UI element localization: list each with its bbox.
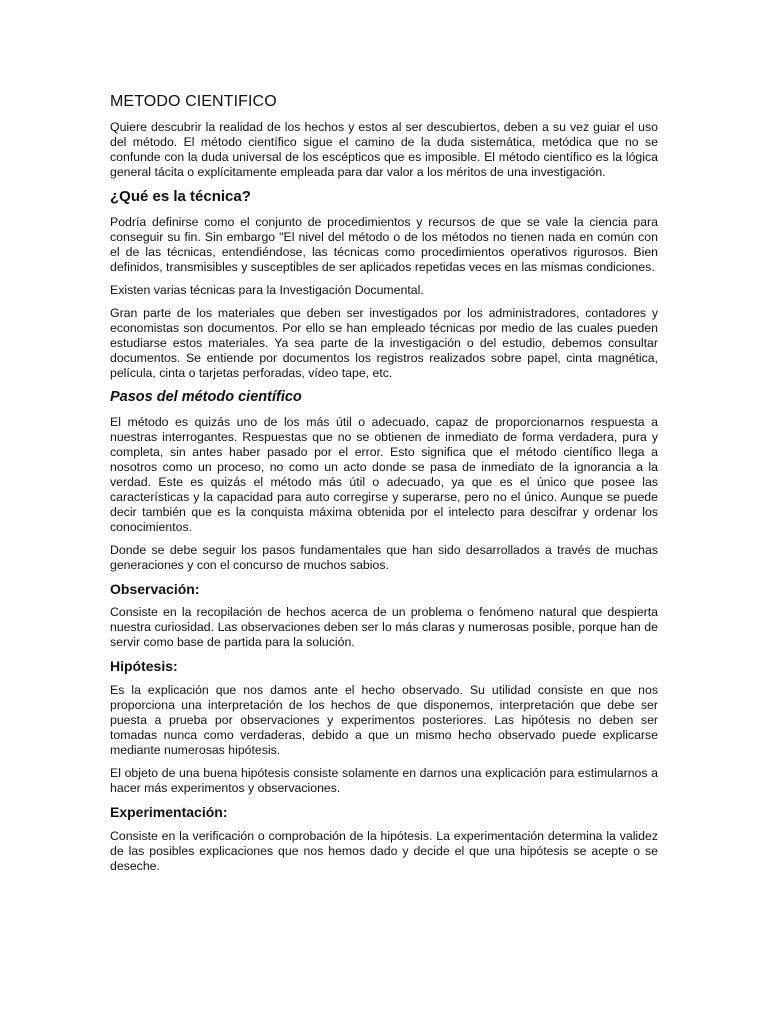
tecnica-paragraph-1: Podría definirse como el conjunto de procedimientos y recursos de que se vale la ciencia para conseguir su fin. Sin embargo "El nivel del método o de los métodos no tienen nada en común con el de las técnicas, entendiéndose, las técnicas como procedimientos operativos rigurosos. Bien definidos, transmisibles y susceptibles de ser aplicados repetidas veces en las mismas condiciones. bbox=[110, 215, 658, 275]
observacion-paragraph: Consiste en la recopilación de hechos acerca de un problema o fenómeno natural que despierta nuestra curiosidad. Las observaciones deben ser lo más claras y numerosas posible, porque han de servir como base de partida para la solución. bbox=[110, 605, 658, 650]
hipotesis-paragraph-1: Es la explicación que nos damos ante el hecho observado. Su utilidad consiste en que nos proporciona una interpretación de los hechos de que disponemos, interpretación que debe ser puesta a prueba por observaciones y experimentos posteriores. Las hipótesis no deben ser tomadas nunca como verdaderas, debido a que un mismo hecho observado puede explicarse mediante numerosas hipótesis. bbox=[110, 683, 658, 758]
tecnica-paragraph-2: Existen varias técnicas para la Investigación Documental. bbox=[110, 283, 424, 298]
tecnica-paragraph-3: Gran parte de los materiales que deben ser investigados por los administradores, contadores y economistas son documentos. Por ello se han empleado técnicas por medio de las cuales pueden estudiarse estos materiales. Ya sea parte de la investigación o del estudio, debemos consultar documentos. Se entiende por documentos los registros realizados sobre papel, cinta magnética, película, cinta o tarjetas perforadas, vídeo tape, etc. bbox=[110, 306, 658, 381]
page-title: METODO CIENTIFICO bbox=[110, 93, 277, 110]
hipotesis-heading: Hipótesis: bbox=[110, 658, 178, 675]
intro-paragraph: Quiere descubrir la realidad de los hechos y estos al ser descubiertos, deben a su vez guiar el uso del método. El método científico sigue el camino de la duda sistemática, metódica que no se confunde con la duda universal de los escépticos que es imposible. El método científico es la lógica general tácita o explícitamente empleada para dar valor a los méritos de una investigación. bbox=[110, 120, 658, 180]
document-page bbox=[110, 92, 658, 882]
tecnica-heading: ¿Qué es la técnica? bbox=[110, 188, 251, 206]
experimentacion-heading: Experimentación: bbox=[110, 804, 228, 821]
pasos-paragraph-2: Donde se debe seguir los pasos fundamentales que han sido desarrollados a través de muchas generaciones y con el concurso de muchos sabios. bbox=[110, 542, 658, 572]
pasos-paragraph-1: El método es quizás uno de los más útil o adecuado, capaz de proporcionarnos respuesta a nuestras interrogantes. Respuestas que no se obtienen de inmediato de forma verdadera, pura y completa, sin antes haber pasado por el error. Esto significa que el método científico llega a nosotros como un proceso, no como un acto donde se pasa de inmediato de la ignorancia a la verdad. Este es quizás el método más útil o adecuado, ya que es el único que posee las características y la capacidad para auto corregirse y superarse, pero no el único. Aunque se puede decir también que es la conquista máxima obtenida por el intelecto para descifrar y ordenar los conocimientos. bbox=[110, 414, 658, 534]
experimentacion-paragraph: Consiste en la verificación o comprobación de la hipótesis. La experimentación determina la validez de las posibles explicaciones que nos hemos dado y decide el que una hipótesis se acepte o se deseche. bbox=[110, 828, 658, 873]
pasos-heading: Pasos del método científico bbox=[110, 389, 302, 406]
observacion-heading: Observación: bbox=[110, 580, 200, 597]
hipotesis-paragraph-2: El objeto de una buena hipótesis consiste solamente en darnos una explicación para estimularnos a hacer más experimentos y observaciones. bbox=[110, 766, 658, 796]
